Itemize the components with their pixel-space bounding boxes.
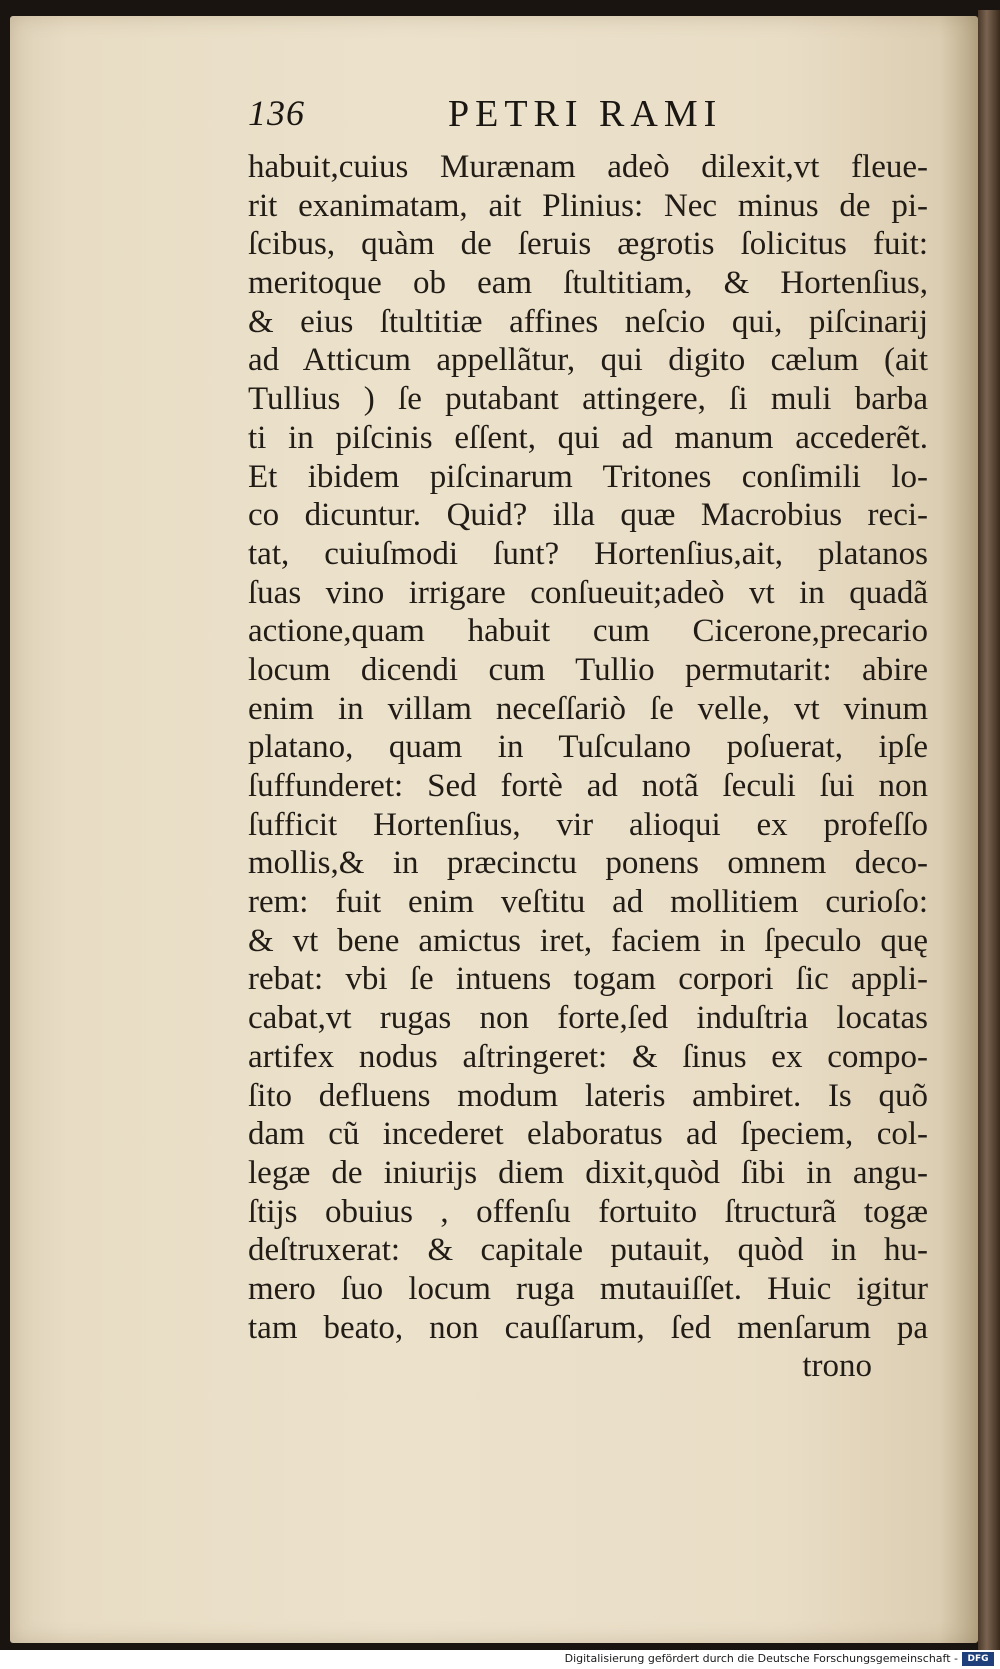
text-line: actione,quam habuit cum Cicerone,precario <box>248 613 928 650</box>
text-line: & eius ſtultitiæ affines neſcio qui, piſcinarij <box>248 303 928 340</box>
text-line: tat, cuiuſmodi ſunt? Hortenſius,ait, platanos <box>248 535 928 572</box>
text-line: ſtijs obuius , offenſu fortuito ſtructurã togæ <box>248 1193 928 1230</box>
text-line: mero ſuo locum ruga mutauiſſet. Huic igitur <box>248 1270 928 1307</box>
text-line: platano, quam in Tuſculano poſuerat, ipſe <box>248 729 928 766</box>
text-line: tam beato, non cauſſarum, ſed menſarum pa <box>248 1309 928 1346</box>
text-line: dam cũ incederet elaboratus ad ſpeciem, col- <box>248 1116 928 1153</box>
body-text <box>248 148 928 1386</box>
page-number: 136 <box>248 93 305 133</box>
text-line: & vt bene amictus iret, faciem in ſpeculo quę <box>248 922 928 959</box>
funding-notice: Digitalisierung gefördert durch die Deutsche Forschungsgemeinschaft - <box>564 1652 958 1665</box>
text-line: ſuas vino irrigare conſueuit;adeò vt in quadã <box>248 574 928 611</box>
text-line: ſuffunderet: Sed fortè ad notã ſeculi ſui non <box>248 768 928 804</box>
text-line: cabat,vt rugas non forte,ſed induſtria locatas <box>248 1000 928 1037</box>
text-line: rem: fuit enim veſtitu ad mollitiem curioſo: <box>248 884 928 921</box>
text-line: habuit,cuius Murænam adeò dilexit,vt fleue- <box>248 149 928 185</box>
catchword: trono <box>802 1348 872 1385</box>
digitization-footer <box>0 1650 1000 1669</box>
text-line: enim in villam neceſſariò ſe velle, vt vinum <box>248 690 928 727</box>
text-line: artifex nodus aſtringeret: & ſinus ex compo- <box>248 1038 928 1075</box>
text-line: ti in piſcinis eſſent, qui ad manum accederẽt. <box>248 419 928 456</box>
text-line: locum dicendi cum Tullio permutarit: abire <box>248 651 928 688</box>
book-binding-edge <box>978 10 1000 1650</box>
text-line: mollis,& in præcinctu ponens omnem deco- <box>248 845 928 882</box>
text-line: ſito defluens modum lateris ambiret. Is quõ <box>248 1077 928 1114</box>
text-line: meritoque ob eam ſtultitiam, & Hortenſius, <box>248 265 928 302</box>
text-line: ſcibus, quàm de ſeruis ægrotis ſolicitus fuit: <box>248 226 928 263</box>
text-line: rit exanimatam, ait Plinius: Nec minus de pi- <box>248 187 928 224</box>
running-title: PETRI RAMI <box>448 93 723 135</box>
running-head <box>248 92 748 144</box>
text-line: legæ de iniurijs diem dixit,quòd ſibi in angu- <box>248 1154 928 1191</box>
text-line: Et ibidem piſcinarum Tritones conſimili lo- <box>248 458 928 495</box>
text-line: Tullius ) ſe putabant attingere, ſi muli barba <box>248 381 928 418</box>
text-line: ſufficit Hortenſius, vir alioqui ex profeſſo <box>248 806 928 843</box>
text-line: ad Atticum appellãtur, qui digito cælum (ait <box>248 342 928 379</box>
text-line: rebat: vbi ſe intuens togam corpori ſic appli- <box>248 961 928 998</box>
text-line: deſtruxerat: & capitale putauit, quòd in hu- <box>248 1232 928 1269</box>
dfg-logo[interactable]: DFG <box>962 1652 994 1666</box>
text-line: co dicuntur. Quid? illa quæ Macrobius reci- <box>248 497 928 534</box>
